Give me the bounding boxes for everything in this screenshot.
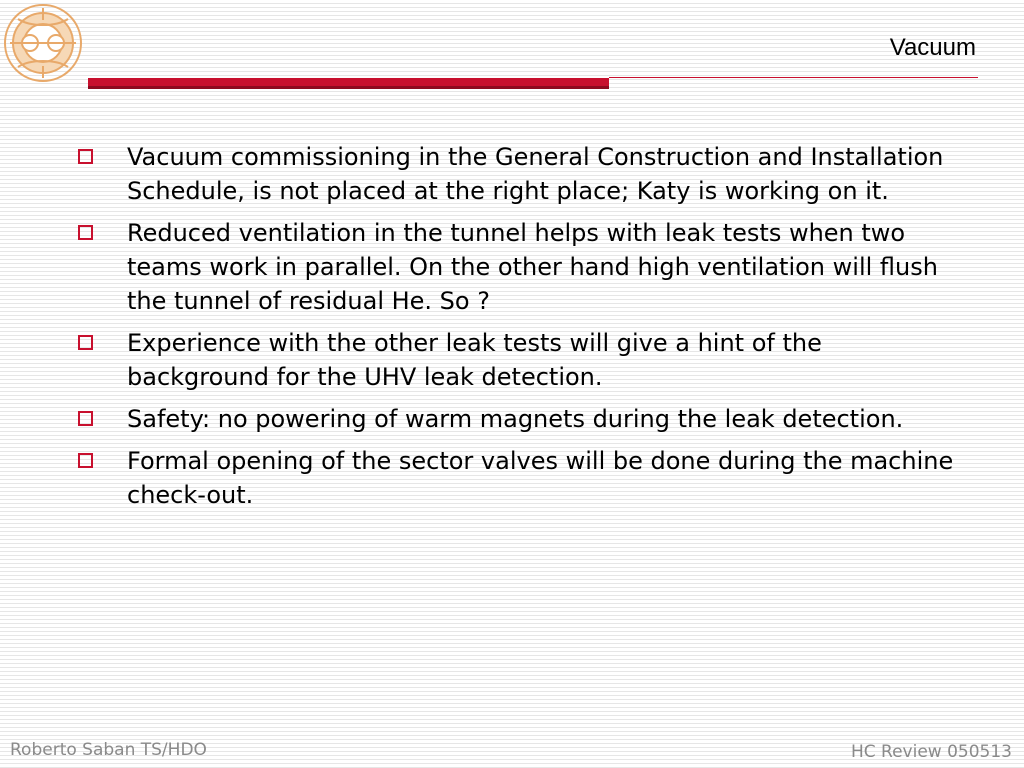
- bullet-text: Safety: no powering of warm magnets during the leak detection.: [127, 405, 904, 433]
- bullet-text: Vacuum commissioning in the General Construction and Installation Schedule, is not placed at the right place; Katy is working on it.: [127, 143, 944, 205]
- header-red-rule-shadow: [88, 86, 609, 89]
- square-bullet-icon: [78, 411, 93, 426]
- cern-lhc-logo-icon: [2, 2, 84, 84]
- bullet-list: [76, 140, 956, 520]
- bullet-text: Reduced ventilation in the tunnel helps with leak tests when two teams work in parallel. On the other hand high ventilation will flush the tunnel of residual He. So ?: [127, 219, 938, 315]
- bullet-item: [76, 444, 956, 512]
- bullet-text: Experience with the other leak tests will give a hint of the background for the UHV leak detection.: [127, 329, 822, 391]
- bullet-text: Formal opening of the sector valves will be done during the machine check-out.: [127, 447, 954, 509]
- bullet-item: [76, 140, 956, 208]
- slide-title: Vacuum: [889, 34, 976, 61]
- header-thin-rule: [609, 77, 978, 78]
- square-bullet-icon: [78, 453, 93, 468]
- bullet-item: [76, 216, 956, 318]
- bullet-item: [76, 326, 956, 394]
- footer-author: Roberto Saban TS/HDO: [10, 740, 207, 760]
- square-bullet-icon: [78, 335, 93, 350]
- bullet-item: [76, 402, 956, 436]
- square-bullet-icon: [78, 225, 93, 240]
- square-bullet-icon: [78, 149, 93, 164]
- footer-event: HC Review 050513: [850, 742, 1012, 762]
